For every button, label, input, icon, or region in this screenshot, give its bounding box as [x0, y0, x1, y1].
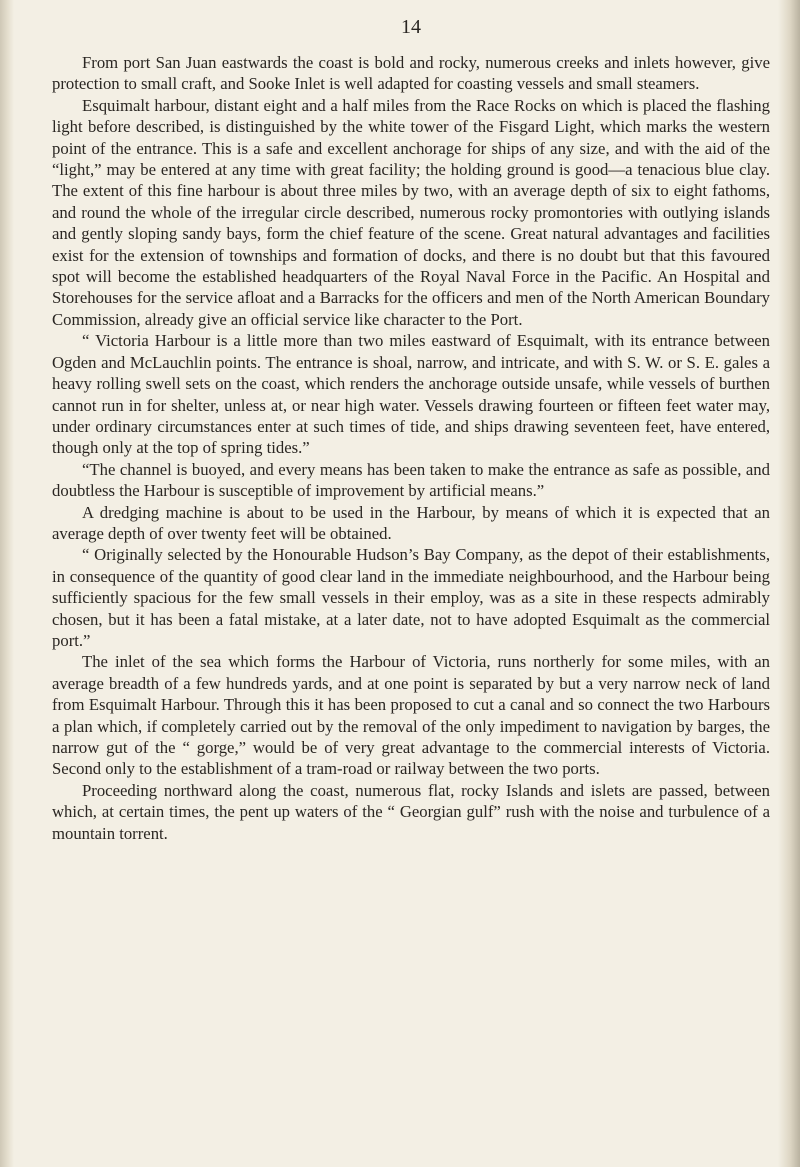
paragraph-sooke: From port San Juan eastwards the coast is bold and rocky, numerous creeks and inlets however, give protection to small craft, and Sooke Inlet is well adapted for coasting vessels and small steamers.: [52, 53, 770, 94]
paragraph-dredging: A dredging machine is about to be used in the Harbour, by means of which it is expected that an average depth of over twenty feet will be obtained.: [52, 502, 770, 543]
page-number: 14: [401, 16, 421, 38]
paragraph-hudsons-bay: “ Originally selected by the Honourable Hudson’s Bay Company, as the depot of their establishments, in consequence of the quantity of good clear land in the immediate neighbourhood, and the Harbour being sufficiently spacious for the few small vessels in their employ, was as a site in these respects admirably chosen, but it has been a fatal mistake, at a later date, not to have adopted Esquimalt as the commercial port.”: [52, 545, 770, 650]
page-edge-right: [778, 0, 800, 1167]
paragraph-northward: Proceeding northward along the coast, numerous flat, rocky Islands and islets are passed, between which, at certain times, the pent up waters of the “ Georgian gulf” rush with the noise and turbulence of a mountain torrent.: [52, 780, 770, 843]
paragraph-inlet: The inlet of the sea which forms the Harbour of Victoria, runs northerly for some miles, with an average breadth of a few hundreds yards, and at one point is separated by but a very narrow neck of land from Esquimalt Harbour. Through this it has been proposed to cut a canal and so connect the two Harbours a plan which, if completely carried out by the removal of the only impediment to navigation by barges, the narrow gut of the “ gorge,” would be of very great advantage to the commercial interests of Victoria. Second only to the establishment of a tram-road or railway between the two ports.: [52, 652, 770, 779]
paragraph-victoria-harbour: “ Victoria Harbour is a little more than two miles eastward of Esquimalt, with its entrance between Ogden and McLauchlin points. The entrance is shoal, narrow, and intricate, and with S. W. or S. E. gales a heavy rolling swell sets on the coast, which renders the anchorage outside unsafe, while vessels of burthen cannot run in for shelter, unless at, or near high water. Vessels drawing fourteen or fifteen feet water may, under ordinary circumstances enter at such times of tide, and ships drawing seventeen feet, have entered, though only at the top of spring tides.”: [52, 331, 770, 458]
paragraph-channel: “The channel is buoyed, and every means has been taken to make the entrance as safe as possible, and doubtless the Harbour is susceptible of improvement by artificial means.”: [52, 459, 770, 501]
book-page: [52, 14, 770, 844]
paragraph-esquimalt: Esquimalt harbour, distant eight and a half miles from the Race Rocks on which is placed the flashing light before described, is distinguished by the white tower of the Fisgard Light, which marks the western point of the entrance. This is a safe and excellent anchorage for ships of any size, and with the aid of the “light,” may be entered at any time with great facility; the holding ground is good—a tenacious blue clay. The extent of this fine harbour is about three miles by two, with an average depth of six to eight fathoms, and round the whole of the irregular circle described, numerous rocky promontories with outlying islands and gently sloping sandy bays, form the chief feature of the scene. Great natural advantages and facilities exist for the extension of townships and formation of docks, and there is no doubt but that this favoured spot will become the established headquarters of the Royal Naval Force in the Pacific. An Hospital and Storehouses for the service afloat and a Barracks for the officers and men of the North American Boundary Commission, already give an official service like character to the Port.: [52, 95, 770, 329]
page-edge-left: [0, 0, 14, 1167]
